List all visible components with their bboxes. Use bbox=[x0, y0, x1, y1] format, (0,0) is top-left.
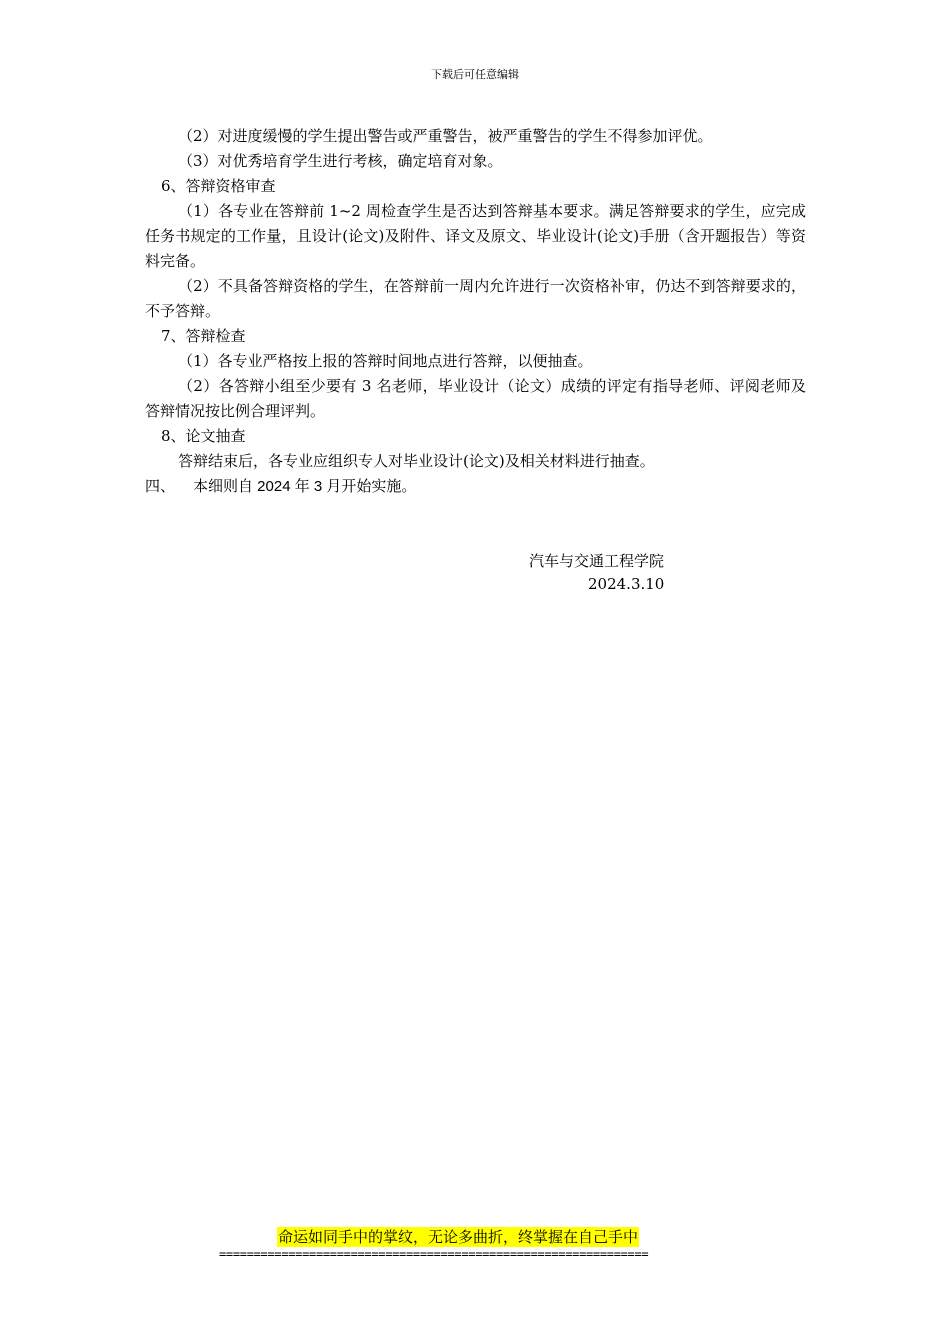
document-body bbox=[145, 124, 806, 499]
section-four bbox=[145, 474, 806, 499]
signature-date: 2024.3.10 bbox=[588, 575, 665, 593]
section-heading: 7、答辩检查 bbox=[161, 327, 246, 345]
section-heading: 8、论文抽查 bbox=[161, 427, 246, 445]
paragraph: （2）对进度缓慢的学生提出警告或严重警告，被严重警告的学生不得参加评优。 bbox=[178, 127, 713, 145]
section-heading: 6、答辩资格审查 bbox=[161, 177, 276, 195]
section-four-number: 四、 bbox=[145, 478, 176, 495]
paragraph: （2）不具备答辩资格的学生，在答辩前一周内允许进行一次资格补审，仍达不到答辩要求的，不予答辩。 bbox=[145, 277, 806, 320]
paragraph: （3）对优秀培育学生进行考核，确定培育对象。 bbox=[178, 152, 503, 170]
section-four-text: 本细则自 2024 年 3 月开始实施。 bbox=[193, 478, 417, 495]
paragraph: 答辩结束后，各专业应组织专人对毕业设计(论文)及相关材料进行抽查。 bbox=[178, 452, 655, 470]
paragraph: （1）各专业严格按上报的答辩时间地点进行答辩，以便抽查。 bbox=[178, 352, 593, 370]
signature-organization: 汽车与交通工程学院 bbox=[529, 552, 665, 570]
paragraph: （1）各专业在答辩前 1~2 周检查学生是否达到答辩基本要求。满足答辩要求的学生，应完成任务书规定的工作量，且设计(论文)及附件、译文及原文、毕业设计(论文)手册（含开题报告）等资料完备。 bbox=[145, 202, 806, 270]
page-header: 下载后可任意编辑 bbox=[431, 68, 519, 81]
footer-rule: ============================================================== bbox=[219, 1247, 649, 1261]
footer-quote: 命运如同手中的掌纹，无论多曲折，终掌握在自己手中 bbox=[278, 1228, 639, 1246]
paragraph: （2）各答辩小组至少要有 3 名老师，毕业设计（论文）成绩的评定有指导老师、评阅老师及答辩情况按比例合理评判。 bbox=[145, 377, 806, 420]
